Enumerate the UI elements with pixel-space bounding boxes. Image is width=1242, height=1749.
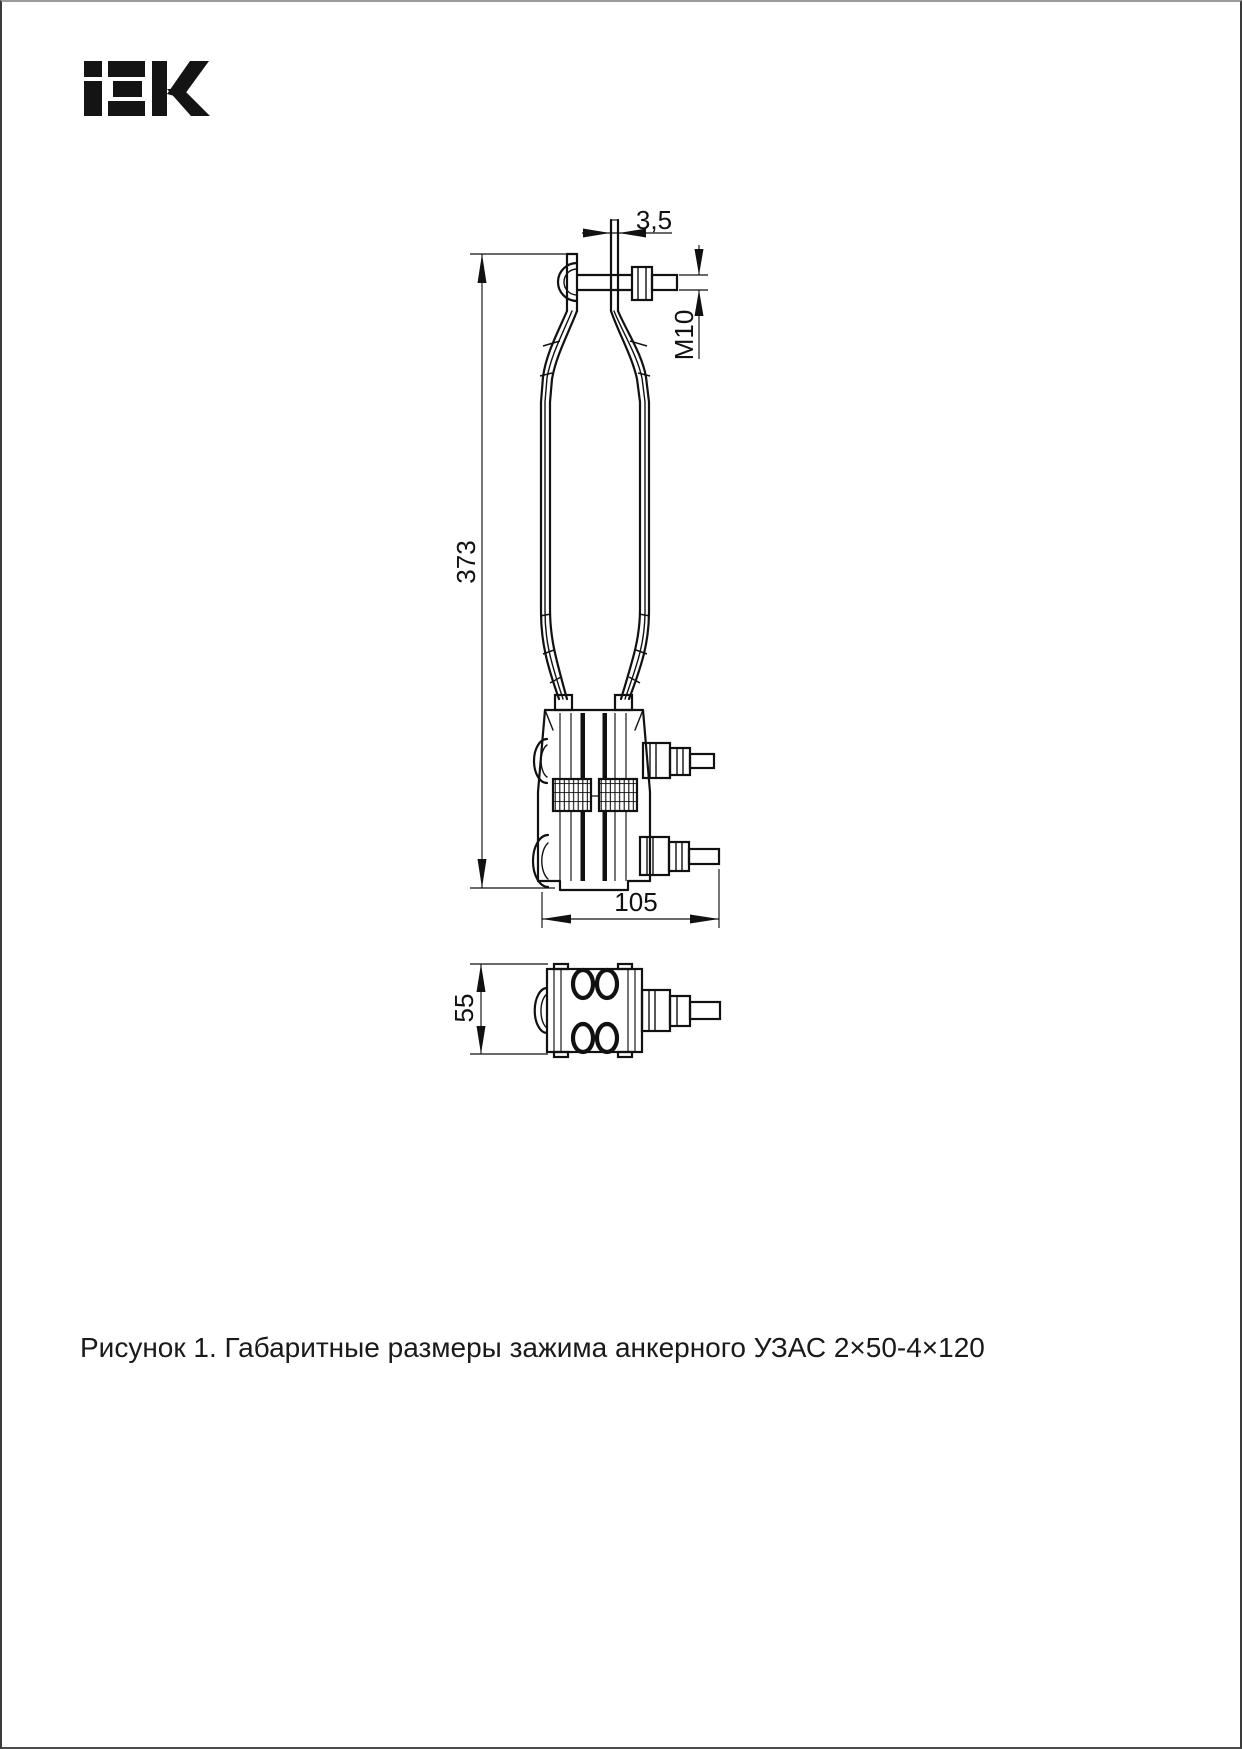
clamp-dimension-drawing [2,2,1242,1749]
side-bolt-plan [642,990,720,1031]
wire-hole [597,970,617,998]
dim-label-55: 55 [448,993,479,1023]
dimension-55 [449,964,548,1054]
wire-holes [573,970,617,1052]
wire-hole [597,1024,617,1052]
bolt-thread-end [652,275,677,290]
wire-hole [573,970,593,998]
dimension-3-5 [582,205,672,238]
bolt-nut [632,267,652,300]
dim-label-3-5: 3,5 [635,205,673,235]
dim-label-373: 373 [450,540,481,584]
figure-caption: Рисунок 1. Габаритные размеры зажима анкерного УЗАС 2×50-4×120 [80,1332,985,1363]
wire-hole [573,1024,593,1052]
right-serrated-jaw [599,779,637,811]
lower-keeper-boss [533,835,548,887]
lower-side-bolt [640,837,719,875]
left-strand-inner [550,311,577,699]
bail-loop [540,311,650,710]
dim-label-105: 105 [614,887,658,917]
strand-bend-marks [540,341,650,683]
clamp-body [533,710,650,890]
dim-label-m10: M10 [668,309,699,361]
upper-side-bolt [643,743,714,778]
dimension-105 [542,869,719,928]
bottom-view [535,964,720,1057]
left-serrated-jaw [553,779,591,811]
dimension-m10 [669,245,708,360]
top-strap [611,220,618,311]
right-strand-inner [611,311,640,699]
